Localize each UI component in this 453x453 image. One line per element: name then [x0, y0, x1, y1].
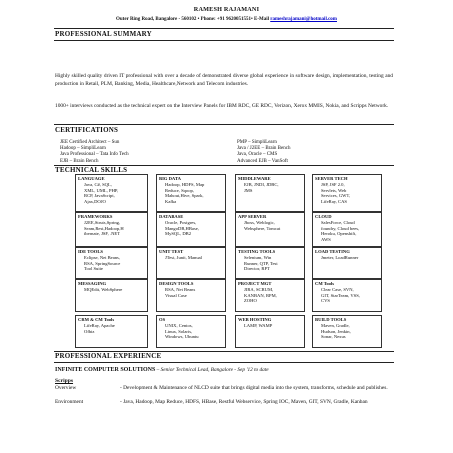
candidate-name: RAMESH RAJAMANI	[193, 6, 260, 13]
company-name: INFINITE COMPUTER SOLUTIONS	[55, 367, 156, 373]
project-name: Scripps	[55, 378, 74, 384]
skill-box	[235, 174, 305, 212]
skill-items: LAMP, WAMP	[244, 323, 273, 328]
skill-title: OS	[159, 317, 166, 322]
skill-title: BUILD TOOLS	[315, 317, 347, 322]
skill-title: PROJECT MGT	[238, 281, 272, 286]
role-line: – Senior Technical Lead, Bangalore - Sep '12 to date	[155, 367, 269, 373]
skill-title: WEB HOSTING	[238, 317, 272, 322]
skill-box	[235, 212, 305, 247]
skill-items: Hadoop, HDFS, Map Reduce, Sqoop, Mahout,Hive, Spark, Kafka	[165, 182, 205, 204]
skill-items: UNIX, Centos, Linux, Solaris, Windows, Ubuntu	[165, 323, 199, 339]
skill-box	[75, 279, 148, 312]
skill-title: IDE TOOLS	[78, 249, 103, 254]
certifications-left	[60, 140, 129, 165]
skill-title: BIG DATA	[159, 176, 181, 181]
skill-box	[75, 315, 148, 348]
summary-paragraph: Highly skilled quality driven IT professional with over a decade of demonstrated diverse global experience in software design, implementation, testing and production in Retail, PLM, Banking, Media, Healthcare,Network and Telecom industries.	[55, 73, 393, 87]
skill-items: SalesForce, Cloud foundry, Cloud bees, Heroku, Openshift, AWS	[321, 220, 360, 242]
skill-items: JSP, JSF 2.0, Servlets, Web Services, GWT, LifeRay, CAS	[321, 182, 351, 204]
skill-box	[312, 212, 382, 247]
interviews-paragraph: 1000+ interviews conducted as the technical expert on the Interview Panels for IBM RDC, GE RDC, Verizon, Xerox MMIS, Nokia, and Scripps Network.	[55, 103, 389, 109]
skill-title: CLOUD	[315, 214, 332, 219]
skill-items: Jboss, Weblogic, Websphere, Tomcat	[244, 220, 281, 231]
skill-box	[235, 279, 305, 312]
certifications-heading: CERTIFICATIONS	[55, 126, 119, 134]
skill-title: CM Tools	[315, 281, 335, 286]
skill-box	[235, 315, 305, 348]
skill-title: UNIT TEST	[159, 249, 184, 254]
skill-box	[312, 279, 382, 312]
certification-item: PMP – SimpliLearn	[237, 140, 277, 145]
certification-item: JEE Certified Architect – Sun	[60, 140, 120, 145]
divider	[54, 124, 394, 125]
skill-items: J2EE,Struts,Spring, Seam,Rest,Hadoop,H ibernate, JSF, .NET	[84, 220, 124, 236]
skill-box	[156, 247, 226, 279]
skill-items: JTest, Junit, Manual	[165, 255, 202, 260]
divider	[54, 40, 394, 41]
skill-items: RSA, Net Beans Visual Case	[165, 287, 196, 298]
skill-title: CRM & CM Tools	[78, 317, 115, 322]
skill-box	[312, 174, 382, 212]
skill-items: JIRA, SCRUM, KANBAN, RPM, ZOHO	[244, 287, 277, 303]
certification-item: Java / J2EE – Brain Bench	[237, 146, 291, 152]
skill-items: Clear Case, SVN, GIT, StarTeam, VSS, CVS	[321, 287, 360, 303]
divider	[54, 28, 394, 29]
environment-text: - Java, Hadoop, Map Reduce, HDFS, HBase, Restful Webservice, Spring IOC, Maven, GIT, SVN, Gradle, Kanban	[120, 399, 368, 405]
certification-item: Java Professional – Tata Info Tech	[60, 152, 129, 158]
overview-label: Overview	[55, 385, 77, 391]
skill-title: MIDDLEWARE	[238, 176, 271, 181]
skill-items: LifeRay, Apache Ofbiz	[84, 323, 115, 334]
skill-items: Java, C#, SQL, XML, UML, PHP, RCP, JavaScript, Ajax,DOJO	[84, 182, 119, 204]
skill-box	[156, 315, 226, 348]
skill-title: DESIGN TOOLS	[159, 281, 194, 286]
certification-item: Java, Oracle – CMS	[237, 152, 278, 158]
skill-items: Selenium, Win Runner, QTP, Test Director, RPT	[244, 255, 278, 271]
environment-label: Environment	[55, 399, 84, 405]
skill-title: SERVER TECH	[315, 176, 348, 181]
skill-box	[156, 212, 226, 247]
certification-item: Advanced EJB – VanSoft	[237, 158, 288, 164]
skill-items: Jmeter, LoadRunner	[321, 255, 359, 260]
skill-box	[75, 174, 148, 212]
skill-title: LOAD TESTING	[315, 249, 350, 254]
skill-title: FRAMEWORKS	[78, 214, 113, 219]
contact-line	[0, 17, 453, 22]
skill-box	[156, 174, 226, 212]
skill-items: EJB, JNDI, JDBC, JMS	[244, 182, 279, 193]
skill-items: Maven, Gradle, Hudson, Jenkin, Sonar, Nexus	[321, 323, 351, 339]
skill-title: LANGUAGE	[78, 176, 105, 181]
skill-items: Eclipse, Net Beans, RSA, SpringSource Tool Suite	[84, 255, 121, 271]
experience-heading: PROFESSIONAL EXPERIENCE	[55, 352, 162, 360]
email-link[interactable]: rameshrajamani@hotmail.com	[270, 17, 337, 22]
certifications-right	[237, 140, 290, 165]
skill-box	[312, 315, 382, 348]
skill-title: APP SERVER	[238, 214, 267, 219]
certification-item: Hadoop – SimpliLearn	[60, 146, 106, 152]
skill-items: Oracle, Postgres, MangoDB,HBase, MySQL, DB2	[165, 220, 199, 236]
skill-title: MESSAGING	[78, 281, 107, 286]
certification-item: EJB – Brain Bench	[60, 158, 99, 164]
skill-title: DATABASE	[159, 214, 184, 219]
overview-text: - Development & Maintenance of NLCD suite that brings digital media into the system, transforms, schedule and publishes.	[120, 385, 388, 391]
skill-box	[75, 212, 148, 247]
skill-title: TESTING TOOLS	[238, 249, 276, 254]
skill-box	[75, 247, 148, 279]
skills-heading: TECHNICAL SKILLS	[55, 166, 128, 174]
contact-details: Outer Ring Road, Bangalore - 560102 • Phone: +91 9620051551• E-Mail	[116, 17, 271, 22]
skill-box	[156, 279, 226, 312]
divider	[54, 362, 394, 363]
summary-heading: PROFESSIONAL SUMMARY	[55, 30, 152, 38]
skill-box	[312, 247, 382, 279]
skill-box	[235, 247, 305, 279]
skill-items: MQEdit, WebSphere	[84, 287, 123, 292]
company-line	[55, 367, 269, 373]
